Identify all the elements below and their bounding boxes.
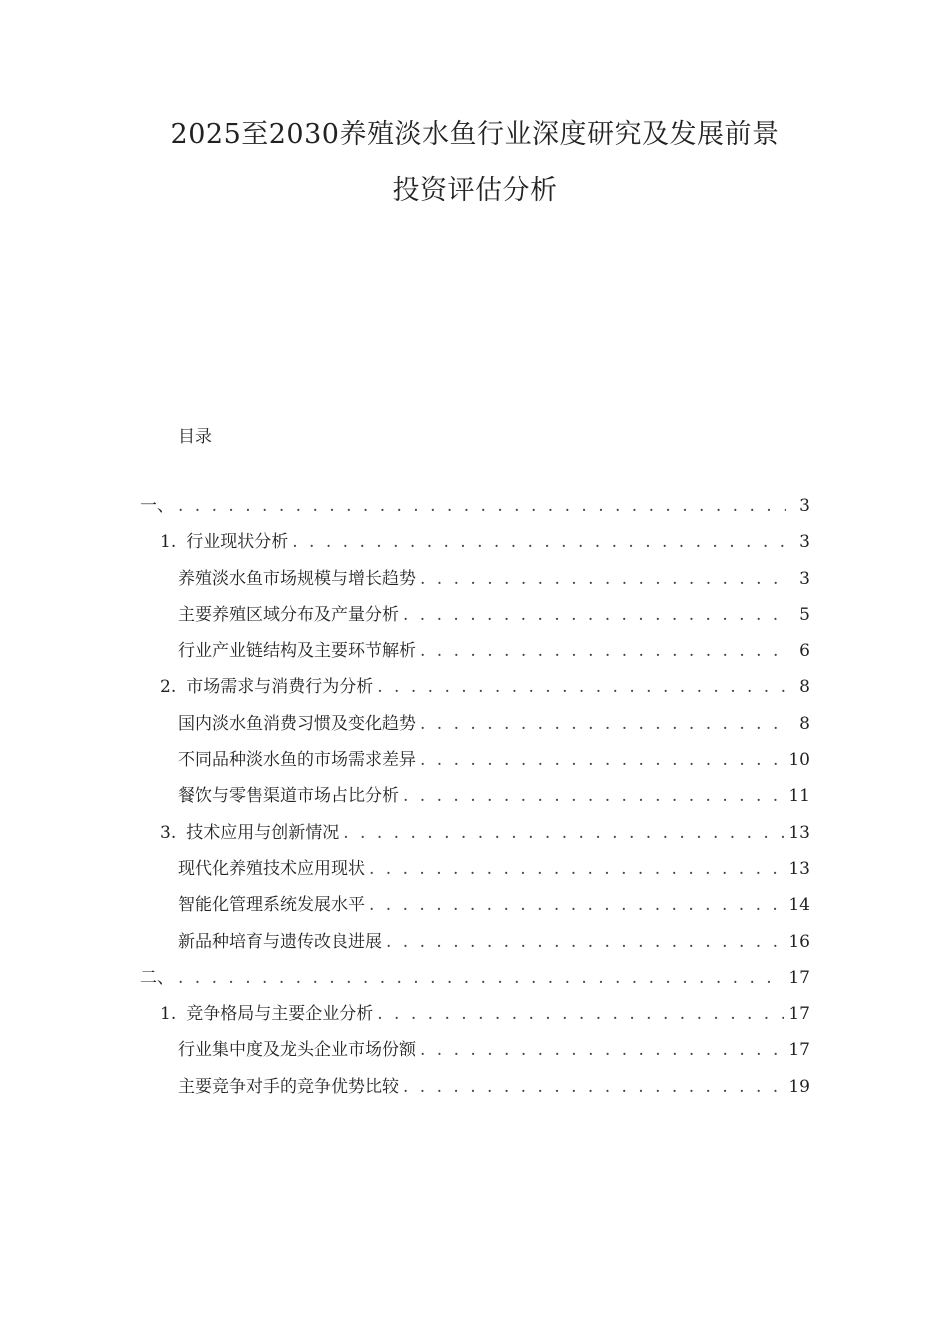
toc-entry-label: 新品种培育与遗传改良进展	[178, 931, 382, 952]
toc-entry-label: 主要养殖区域分布及产量分析	[178, 604, 399, 625]
toc-entry-page: 5	[799, 604, 810, 625]
toc-entry-label: 竞争格局与主要企业分析	[186, 1004, 374, 1025]
toc-entry-label: 一、	[140, 496, 174, 516]
toc-entry-page: 19	[788, 1076, 810, 1097]
toc-heading: 目录	[178, 427, 212, 447]
toc-entry[interactable]	[140, 601, 810, 637]
toc-entry[interactable]	[140, 855, 810, 891]
toc-entry[interactable]	[140, 528, 810, 564]
toc-entry[interactable]	[140, 1073, 810, 1109]
document-title-line1: 2025至2030养殖淡水鱼行业深度研究及发展前景	[170, 119, 780, 150]
toc-entry-page: 16	[788, 931, 810, 952]
toc-entry[interactable]	[140, 782, 810, 818]
toc-entry-label: 现代化养殖技术应用现状	[178, 858, 365, 879]
toc-entry-page: 10	[788, 750, 810, 771]
toc-entry-label: 不同品种淡水鱼的市场需求差异	[178, 750, 416, 771]
toc-dot-leader	[343, 819, 784, 847]
toc-entry[interactable]	[140, 891, 810, 927]
toc-entry[interactable]	[140, 819, 810, 855]
toc-entry-page: 8	[799, 713, 810, 734]
toc-dot-leader	[403, 782, 784, 810]
toc-dot-leader	[403, 1073, 784, 1101]
toc-entry-page: 3	[799, 568, 810, 589]
toc-entry-label: 行业现状分析	[186, 532, 289, 553]
toc-entry[interactable]	[140, 746, 810, 782]
toc-entry-label: 国内淡水鱼消费习惯及变化趋势	[178, 713, 416, 734]
toc-dot-leader	[420, 637, 786, 665]
toc-dot-leader	[377, 1000, 784, 1028]
toc-dot-leader	[420, 746, 784, 774]
toc-dot-leader	[178, 964, 784, 992]
toc-entry-label: 行业产业链结构及主要环节解析	[178, 641, 416, 662]
toc-entry-page: 13	[788, 822, 810, 843]
toc-entry-page: 8	[799, 677, 810, 698]
toc-entry[interactable]	[140, 1000, 810, 1036]
toc-entry[interactable]	[140, 673, 810, 709]
toc-entry[interactable]	[140, 928, 810, 964]
toc-entry[interactable]	[140, 710, 810, 746]
toc-dot-leader	[403, 601, 786, 629]
toc-dot-leader	[420, 565, 786, 593]
toc-entry-label: 智能化管理系统发展水平	[178, 895, 365, 916]
toc-entry-label: 餐饮与零售渠道市场占比分析	[178, 786, 399, 807]
toc-entry-label: 二、	[140, 967, 174, 988]
toc-entry-page: 3	[799, 532, 810, 553]
toc-dot-leader	[386, 928, 784, 956]
toc-entry-number: 1.	[160, 532, 177, 553]
toc-entry-page: 6	[799, 641, 810, 662]
toc-dot-leader	[420, 710, 786, 738]
toc-dot-leader	[420, 1036, 784, 1064]
toc-entry-page: 3	[799, 496, 810, 516]
toc-entry-label: 行业集中度及龙头企业市场份额	[178, 1040, 416, 1061]
toc-entry[interactable]	[140, 565, 810, 601]
toc-entry-label: 主要竞争对手的竞争优势比较	[178, 1076, 399, 1097]
toc-entry[interactable]	[140, 964, 810, 1000]
toc-entry-number: 3.	[160, 822, 177, 843]
toc-entry-number: 1.	[160, 1004, 177, 1025]
document-title-line2: 投资评估分析	[392, 175, 558, 206]
toc-entry-page: 14	[788, 895, 810, 916]
toc-entry-label: 养殖淡水鱼市场规模与增长趋势	[178, 568, 416, 589]
toc-dot-leader	[377, 673, 786, 701]
table-of-contents	[140, 492, 810, 1109]
toc-entry-page: 11	[788, 786, 810, 807]
toc-entry-page: 17	[788, 1040, 810, 1061]
toc-dot-leader	[292, 528, 786, 556]
toc-entry-page: 13	[788, 858, 810, 879]
toc-entry[interactable]	[140, 492, 810, 528]
toc-entry-number: 2.	[160, 677, 177, 698]
toc-entry-page: 17	[788, 1004, 810, 1025]
toc-dot-leader	[369, 855, 784, 883]
toc-entry-label: 技术应用与创新情况	[186, 822, 340, 843]
toc-dot-leader	[178, 492, 786, 520]
toc-entry-label: 市场需求与消费行为分析	[186, 677, 374, 698]
toc-entry-page: 17	[788, 967, 810, 988]
toc-dot-leader	[369, 891, 784, 919]
toc-entry[interactable]	[140, 1036, 810, 1072]
toc-entry[interactable]	[140, 637, 810, 673]
